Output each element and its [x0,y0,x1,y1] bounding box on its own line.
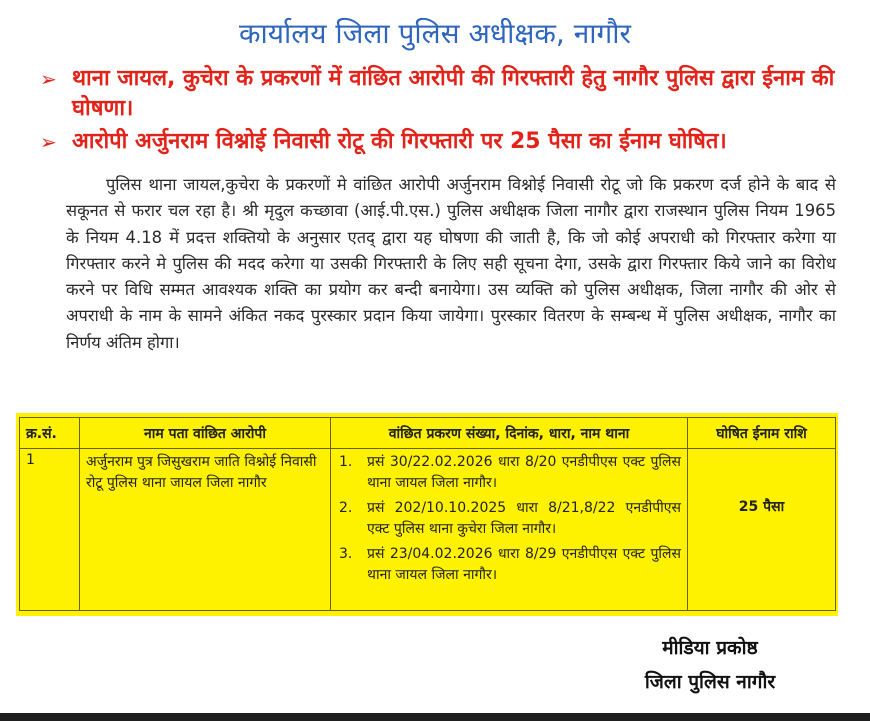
headline-bullet-2 [40,127,840,157]
cell-reward: 25 पैसा [688,449,836,611]
case-text: प्रसं 23/04.02.2026 धारा 8/29 एनडीपीएस एक्ट पुलिस थाना जायल जिला नागौर। [367,546,681,583]
table-row [20,449,836,611]
case-item [337,498,681,540]
arrow-bullet-icon: ➢ [40,67,57,91]
case-text: प्रसं 202/10.10.2025 धारा 8/21,8/22 एनडीपीएस एक्ट पुलिस थाना कुचेरा जिला नागौर। [367,500,681,537]
header-cases: वांछित प्रकरण संख्या, दिनांक, धारा, नाम थाना [331,418,688,449]
case-number: 1. [339,454,353,470]
header-serial: क्र.सं. [20,418,80,449]
reward-table [19,417,836,611]
header-accused: नाम पता वांछित आरोपी [80,418,331,449]
case-item [337,544,681,586]
case-number: 3. [339,546,353,562]
case-number: 2. [339,500,353,516]
cell-serial: 1 [20,449,80,611]
case-list [337,452,681,586]
office-title: कार्यालय जिला पुलिस अधीक्षक, नागौर [238,17,631,50]
arrow-bullet-icon: ➢ [40,130,57,154]
case-item [337,452,681,494]
table-header-row [20,418,836,449]
header-reward: घोषित ईनाम राशि [688,418,836,449]
announcement-paragraph: पुलिस थाना जायल,कुचेरा के प्रकरणों मे वांछित आरोपी अर्जुनराम विश्नोई निवासी रोटू जो कि प्रकरण दर्ज होने के बाद से सकूनत से फरार चल रहा है। श्री मृदुल कच्छावा (आई.पी.एस.) पुलिस अधीक्षक जिला नागौर द्वारा राजस्थान पुलिस नियम 1965 के नियम 4.18 में प्रदत्त शक्तियो के अनुसार एतद् द्वारा यह घोषणा की जाती है, कि जो कोई अपराधी को गिरफ्तार करेगा या गिरफ्तार करने मे पुलिस की मदद करेगा या उसकी गिरफ्तारी के लिए सही सूचना देगा, उसके द्वारा गिरफ्तार किये जाने का विरोध करने पर विधि सम्मत आवश्यक शक्ति का प्रयोग कर बन्दी बनायेगा। उस व्यक्ति को पुलिस अधीक्षक, जिला नागौर की ओर से अपराधी के नाम के सामने अंकित नकद पुरस्कार प्रदान किया जायेगा। पुरस्कार वितरण के सम्बन्ध में पुलिस अधीक्षक, नागौर का निर्णय अंतिम होगा। [66,175,836,352]
headline-bullet-1 [40,64,840,124]
signature-line-2: जिला पुलिस नागौर [644,671,776,693]
cell-cases [331,449,688,611]
cell-accused-name: अर्जुनराम पुत्र जिसुखराम जाति विश्नोई निवासी रोटू पुलिस थाना जायल जिला नागौर [80,449,331,611]
signature-line-1: मीडिया प्रकोष्ठ [662,637,758,659]
headline-bullet-2-text: आरोपी अर्जुनराम विश्नोई निवासी रोटू की गिरफ्तारी पर 25 पैसा का ईनाम घोषित। [72,129,727,154]
case-text: प्रसं 30/22.02.2026 धारा 8/20 एनडीपीएस एक्ट पुलिस थाना जायल जिला नागौर। [367,454,681,491]
headline-bullet-1-text: थाना जायल, कुचेरा के प्रकरणों में वांछित आरोपी की गिरफ्तारी हेतु नागौर पुलिस द्वारा ईनाम की घोषणा। [72,66,835,121]
reward-table-container [16,413,838,616]
bottom-divider [0,713,870,721]
